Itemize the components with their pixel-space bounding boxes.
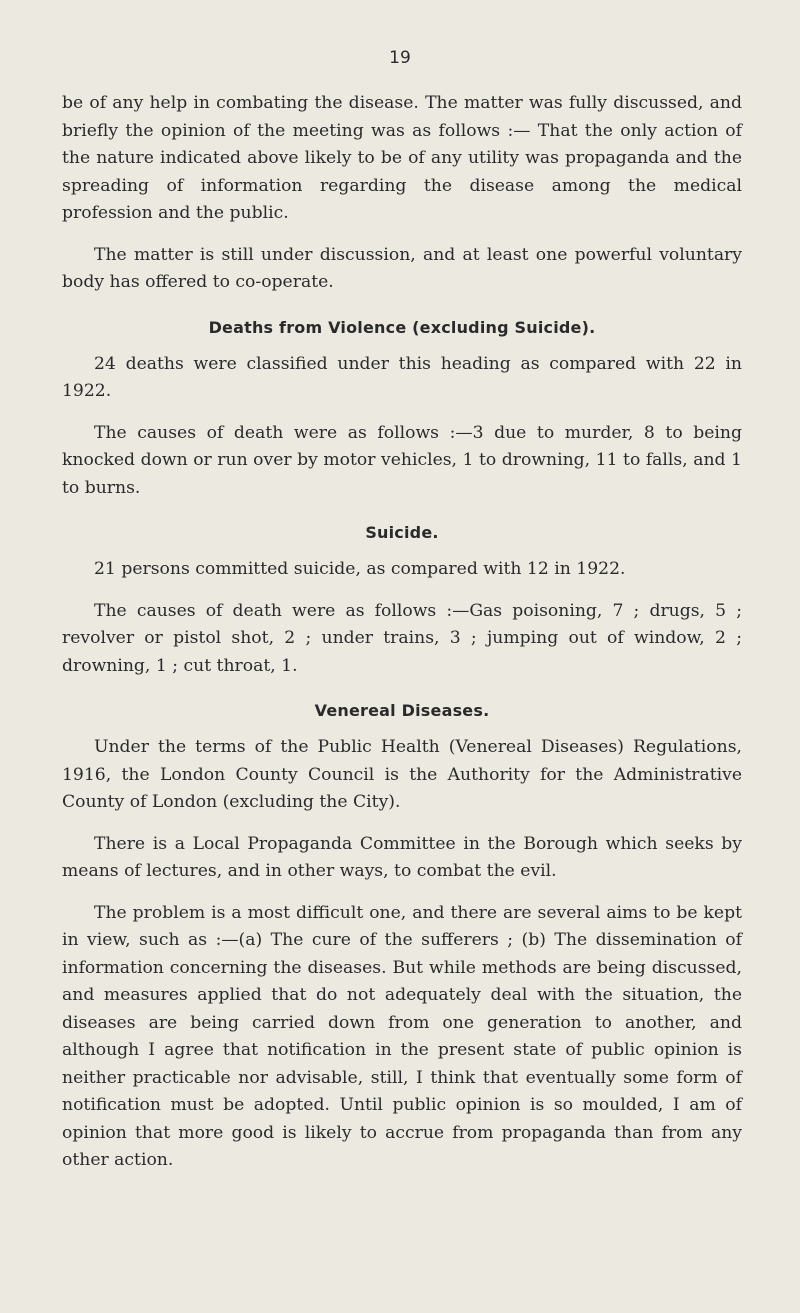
violence-causes-paragraph: The causes of death were as follows :—3 due to murder, 8 to being knocked down or run over by motor vehicles, 1 to drowning, 11 to falls, and 1 to burns. [62, 422, 742, 498]
page-body [62, 90, 742, 1175]
heading-venereal-diseases: Venereal Diseases. [314, 701, 490, 720]
venereal-problem-paragraph: The problem is a most difficult one, and there are several aims to be kept in view, such as :—(a) The cure of the sufferers ; (b) The dissemination of information concerning the diseases. But while methods are being discussed, and measures applied that do not adequately deal with the situation, the diseases are being carried down from one generation to another, and although I agree that notification in the present state of public opinion is neither practicable nor advisable, still, I think that eventually some form of notification must be adopted. Until public opinion is so moulded, I am of opinion that more good is likely to accrue from propaganda than from any other action. [62, 902, 742, 1170]
intro-paragraph-discussion: The matter is still under discussion, and at least one powerful voluntary body has offered to co-operate. [62, 244, 742, 292]
suicide-count-paragraph: 21 persons committed suicide, as compared with 12 in 1922. [94, 559, 626, 579]
heading-suicide: Suicide. [365, 523, 439, 542]
venereal-committee-paragraph: There is a Local Propaganda Committee in the Borough which seeks by means of lectures, and in other ways, to combat the evil. [62, 833, 742, 881]
heading-deaths-from-violence: Deaths from Violence (excluding Suicide). [208, 317, 596, 337]
suicide-causes-paragraph: The causes of death were as follows :—Gas poisoning, 7 ; drugs, 5 ; revolver or pistol shot, 2 ; under trains, 3 ; jumping out of window, 2 ; drowning, 1 ; cut throat, 1. [62, 600, 742, 676]
page-number: 19 [389, 48, 411, 68]
violence-count-paragraph: 24 deaths were classified under this heading as compared with 22 in 1922. [62, 353, 742, 401]
venereal-regulations-paragraph: Under the terms of the Public Health (Venereal Diseases) Regulations, 1916, the London County Council is the Authority for the Administrative County of London (excluding the City). [62, 737, 742, 812]
intro-paragraph-continued: be of any help in combating the disease. The matter was fully discussed, and briefly the opinion of the meeting was as follows :— That the only action of the nature indicated above likely to be of any utility was propaganda and the spreading of information regarding the disease among the medical profession and the public. [62, 93, 742, 223]
